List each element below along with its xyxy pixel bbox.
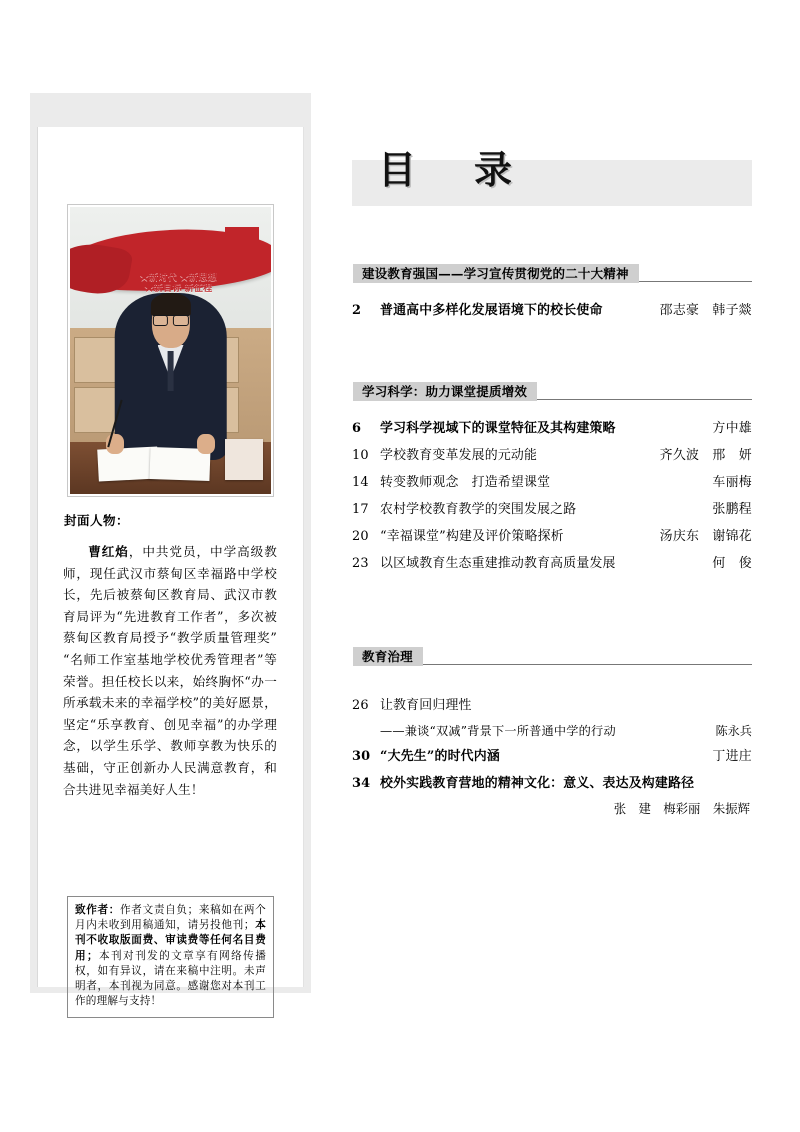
entry-authors: 方中雄 xyxy=(712,421,752,436)
entry-title[interactable]: 让教育回归理性 xyxy=(380,698,472,713)
entry-page-number: 26 xyxy=(352,698,369,713)
entry-authors: 车丽梅 xyxy=(712,475,752,490)
section-2 xyxy=(348,645,752,821)
photo-person-hair xyxy=(150,293,190,316)
entry-page-number: 30 xyxy=(352,749,371,764)
page-title: 目 录 xyxy=(378,148,523,192)
section-title: 教育治理 xyxy=(353,647,423,666)
cover-person-label: 封面人物： xyxy=(64,513,130,528)
notice-stress-text: 本刊不收取版面费、审读费等任何名目费用； xyxy=(75,919,266,962)
toc-entry[interactable] xyxy=(348,743,752,770)
contents-title-band xyxy=(352,148,752,206)
toc-entry[interactable] xyxy=(348,550,752,577)
entry-subtitle[interactable]: ——兼谈“双减”背景下一所普通中学的行动 xyxy=(380,724,616,738)
cover-portrait-image xyxy=(70,207,271,494)
spacer xyxy=(348,577,752,633)
toc-entry[interactable] xyxy=(348,770,752,797)
left-column-panel xyxy=(30,93,311,1008)
entry-page-number: 14 xyxy=(352,475,369,490)
entry-title[interactable]: 学校教育变革发展的元动能 xyxy=(380,448,538,463)
toc-entry-subtitle-row[interactable] xyxy=(348,719,752,743)
toc-entry[interactable] xyxy=(348,297,752,324)
photo-eyeglasses xyxy=(152,315,188,327)
photo-banner-line2: ★新目标 新征程 xyxy=(144,282,213,293)
entry-title[interactable]: 学习科学视域下的课堂特征及其构建策略 xyxy=(380,421,616,436)
entry-title[interactable]: “幸福课堂”构建及评价策略探析 xyxy=(380,529,564,544)
notice-to-authors-box xyxy=(67,896,274,1018)
entry-title[interactable]: 农村学校教育教学的突围发展之路 xyxy=(380,502,577,517)
toc-entry[interactable] xyxy=(348,496,752,523)
entry-title[interactable]: 校外实践教育营地的精神文化：意义、表达及构建路径 xyxy=(380,776,695,791)
photo-red-mark xyxy=(225,227,259,250)
entry-authors: 张 建 梅彩丽 朱振辉 xyxy=(613,801,750,816)
photo-banner-line1: ★新时代 ★新思想 xyxy=(139,271,218,282)
section-entries xyxy=(348,415,752,577)
notice-part1: 作者文责自负；来稿如在两个月内未收到用稿通知，请另投他刊； xyxy=(75,904,266,932)
section-1 xyxy=(348,380,752,577)
cover-photo-frame xyxy=(67,204,274,497)
entry-title[interactable]: 转变教师观念 打造希望课堂 xyxy=(380,475,551,490)
notice-part2: 本刊对刊发的文章享有网络传播权，如有异议，请在来稿中注明。未声明者，本刊视为同意。感谢您对本刊工作的理解与支持！ xyxy=(75,949,266,1008)
section-0 xyxy=(348,262,752,324)
cover-person-biography xyxy=(63,541,277,800)
entry-page-number: 23 xyxy=(352,556,369,571)
spacer xyxy=(348,324,752,380)
bio-name: 曹红焰 xyxy=(88,544,129,559)
toc-entry[interactable] xyxy=(348,415,752,442)
entry-title[interactable]: “大先生”的时代内涵 xyxy=(380,749,500,764)
entry-page-number: 6 xyxy=(352,421,362,436)
toc-entry[interactable] xyxy=(348,523,752,550)
entry-page-number: 17 xyxy=(352,502,369,517)
bio-text: ，中共党员，中学高级教师，现任武汉市蔡甸区幸福路中学校长，先后被蔡甸区教育局、武汉市教育局评为“先进教育工作者”，多次被蔡甸区教育局授予“教学质量管理奖”“名师工作室基地学校优秀管理者”等荣誉。担任校长以来，始终胸怀“办一所承载未来的幸福学校”的美好愿景，坚定“乐享教育、创见幸福”的办学理念，以学生乐学、教师享教为快乐的基础，守正创新办人民满意教育，和合共进见幸福美好人生！ xyxy=(63,544,277,797)
section-rule xyxy=(639,281,752,282)
entry-authors: 何 俊 xyxy=(712,556,752,571)
spacer xyxy=(348,680,752,692)
left-column-white-panel xyxy=(37,127,304,1008)
spacer xyxy=(348,206,752,262)
glasses-left-lens xyxy=(152,315,167,326)
entry-authors: 丁进庄 xyxy=(712,749,752,764)
section-entries xyxy=(348,297,752,324)
photo-necktie xyxy=(167,351,174,391)
photo-right-hand xyxy=(197,434,215,454)
section-title: 建设教育强国——学习宣传贯彻党的二十大精神 xyxy=(353,264,639,283)
toc-entry[interactable] xyxy=(348,469,752,496)
section-rule xyxy=(537,399,752,400)
section-header xyxy=(353,645,752,666)
glasses-right-lens xyxy=(173,315,188,326)
entry-authors: 陈永兵 xyxy=(715,724,752,738)
spacer xyxy=(348,633,752,645)
entry-page-number: 2 xyxy=(352,303,362,318)
section-title: 学习科学：助力课堂提质增效 xyxy=(353,382,537,401)
photo-book-stack xyxy=(225,439,263,479)
toc-entry[interactable] xyxy=(348,692,752,719)
entry-authors: 张鹏程 xyxy=(712,502,752,517)
section-header xyxy=(353,262,752,283)
section-header xyxy=(353,380,752,401)
entry-page-number: 10 xyxy=(352,448,369,463)
entry-authors: 邵志豪 韩子燚 xyxy=(659,303,752,318)
entry-authors: 汤庆东 谢锦花 xyxy=(659,529,752,544)
toc-entry[interactable] xyxy=(348,442,752,469)
entry-title[interactable]: 普通高中多样化发展语境下的校长使命 xyxy=(380,303,603,318)
notice-lead-label: 致作者： xyxy=(75,904,121,916)
section-entries xyxy=(348,680,752,821)
entry-page-number: 34 xyxy=(352,776,371,791)
entry-authors: 齐久波 邢 妍 xyxy=(659,448,752,463)
section-rule xyxy=(423,664,752,665)
entry-title[interactable]: 以区域教育生态重建推动教育高质量发展 xyxy=(380,556,616,571)
entry-page-number: 20 xyxy=(352,529,369,544)
photo-banner-text xyxy=(122,272,235,294)
contents-column xyxy=(348,148,752,821)
